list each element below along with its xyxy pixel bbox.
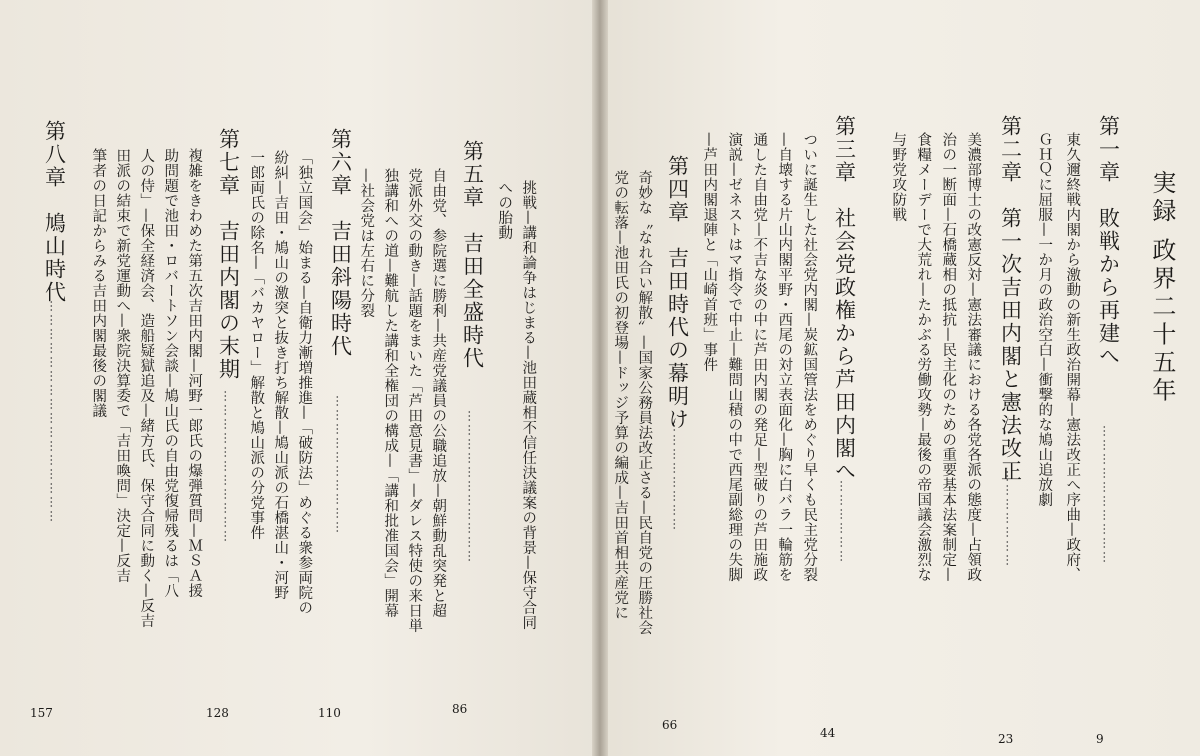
chapter-1-summary-line-1: 東久邇終戦内閣から激動の新生政治開幕—憲法改正へ序曲—政府、 bbox=[1064, 132, 1081, 582]
chapter-6-summary-line-1: 「独立国会」始まる—自衛力漸増推進—「破防法」めぐる衆参両院の bbox=[296, 150, 313, 615]
chapter-4-summary-line-4: への胎動 bbox=[496, 180, 513, 240]
chapter-7-summary-line-2: 助問題で池田・ロバートソン会談—鳩山氏の自由党復帰残るは「八 bbox=[162, 148, 179, 598]
chapter-7-summary-line-5: 筆者の日記からみる吉田内閣最後の閣議 bbox=[90, 148, 107, 418]
chapter-6-summary-line-3: 一郎両氏の除名—「バカヤロー」解散と鳩山派の分党事件 bbox=[248, 150, 265, 540]
chapter-2-summary-line-4: 与野党攻防戦 bbox=[890, 132, 907, 222]
chapter-4-page: 66 bbox=[662, 718, 678, 732]
chapter-3-summary-line-5: —芦田内閣退陣と「山崎首班」事件 bbox=[701, 132, 718, 372]
chapter-5-summary-line-1: 自由党、参院選に勝利—共産党議員の公職追放—朝鮮動乱突発と超 bbox=[430, 168, 447, 618]
chapter-2-page: 23 bbox=[998, 732, 1014, 746]
chapter-1-summary-line-2: ＧＨＱに屈服—一か月の政治空白—衝撃的な鳩山追放劇 bbox=[1036, 132, 1053, 507]
chapter-7-summary-line-1: 複雑をきわめた第五次吉田内閣—河野一郎氏の爆弾質問—ＭＳＡ援 bbox=[186, 148, 203, 598]
chapter-6-page: 110 bbox=[318, 706, 341, 720]
chapter-4-summary-line-1: 奇妙な〝なれ合い解散〟—国家公務員法改正さる—民自党の圧勝社会 bbox=[636, 170, 653, 635]
chapter-5-summary-line-3: 独講和への道—難航した講和全権団の構成—「講和批准国会」開幕 bbox=[382, 168, 399, 618]
chapter-7-page: 128 bbox=[206, 706, 229, 720]
chapter-2-summary-line-2: 治の一断面—石橋蔵相の抵抗—民主化のための重要基本法案制定— bbox=[940, 132, 957, 582]
chapter-5-title: 第五章 吉田全盛時代 bbox=[460, 140, 485, 370]
chapter-2-summary-line-3: 食糧メーデーで大荒れ—たかぶる労働攻勢—最後の帝国議会激烈な bbox=[915, 132, 932, 582]
chapter-8-page: 157 bbox=[30, 706, 53, 720]
chapter-1-leader: ………………………… bbox=[1100, 425, 1115, 565]
chapter-4-summary-line-2: 党の転落—池田氏の初登場—ドッジ予算の編成—吉田首相共産党に bbox=[612, 170, 629, 620]
chapter-7-summary-line-3: 人の侍」—保全経済会、造船疑獄追及—緒方氏、保守合同に動く—反吉 bbox=[138, 148, 155, 628]
chapter-5-leader: …………………………… bbox=[465, 410, 480, 564]
chapter-2-summary-line-1: 美濃部博士の改憲反対—憲法審議における各党各派の態度—占領政 bbox=[965, 132, 982, 582]
chapter-3-summary-line-2: —自壊する片山内閣平野・西尾の対立表面化—胸に白バラ一輪筋を bbox=[776, 132, 793, 582]
chapter-6-title: 第六章 吉田斜陽時代 bbox=[328, 128, 353, 358]
chapter-1-title: 第一章 敗戦から再建へ bbox=[1096, 115, 1121, 368]
chapter-8-title: 第八章 鳩山時代 bbox=[42, 120, 67, 304]
chapter-3-title: 第三章 社会党政権から芦田内閣へ bbox=[832, 115, 857, 483]
chapter-3-summary-line-1: ついに誕生した社会党内閣—炭鉱国管法をめぐり早くも民主党分裂 bbox=[801, 132, 818, 582]
book-title: 実録 政界二十五年 bbox=[1147, 170, 1176, 406]
chapter-3-summary-line-3: 通した自由党—不吉な炎の中に芦田内閣の発足—型破りの芦田施政 bbox=[751, 132, 768, 582]
chapter-4-leader: …………………… bbox=[670, 420, 685, 532]
chapter-8-leader: ………………………………………… bbox=[47, 300, 62, 524]
chapter-1-page: 9 bbox=[1096, 732, 1104, 746]
chapter-5-summary-line-2: 党派外交の動き—話題をまいた「芦田意見書」—ダレス特使の来日単 bbox=[406, 168, 423, 633]
chapter-4-summary-line-3: 挑戦—講和論争はじまる—池田蔵相不信任決議案の背景—保守合同 bbox=[520, 180, 537, 630]
chapter-2-title: 第二章 第一次吉田内閣と憲法改正 bbox=[998, 115, 1023, 483]
chapter-5-summary-line-4: —社会党は左右に分裂 bbox=[358, 168, 375, 318]
chapter-3-summary-line-4: 演説—ゼネストはマ指令で中止—難問山積の中で西尾副総理の失脚 bbox=[726, 132, 743, 582]
chapter-6-leader: ………………………… bbox=[333, 395, 348, 535]
chapter-4-title: 第四章 吉田時代の幕明け bbox=[665, 155, 690, 431]
chapter-3-page: 44 bbox=[820, 726, 836, 740]
chapter-5-page: 86 bbox=[452, 702, 468, 716]
book-gutter bbox=[592, 0, 608, 756]
chapter-6-summary-line-2: 紛糾—吉田・鳩山の激突と抜き打ち解散—鳩山派の石橋湛山・河野 bbox=[272, 150, 289, 600]
chapter-2-leader: ………………… bbox=[1003, 470, 1018, 568]
chapter-7-summary-line-4: 田派の結束で新党運動へ—衆院決算委で「吉田喚問」決定—反吉 bbox=[114, 148, 131, 583]
chapter-7-leader: …………………………… bbox=[221, 390, 236, 544]
chapter-3-leader: ……………… bbox=[837, 480, 852, 564]
chapter-7-title: 第七章 吉田内閣の末期 bbox=[216, 128, 241, 381]
